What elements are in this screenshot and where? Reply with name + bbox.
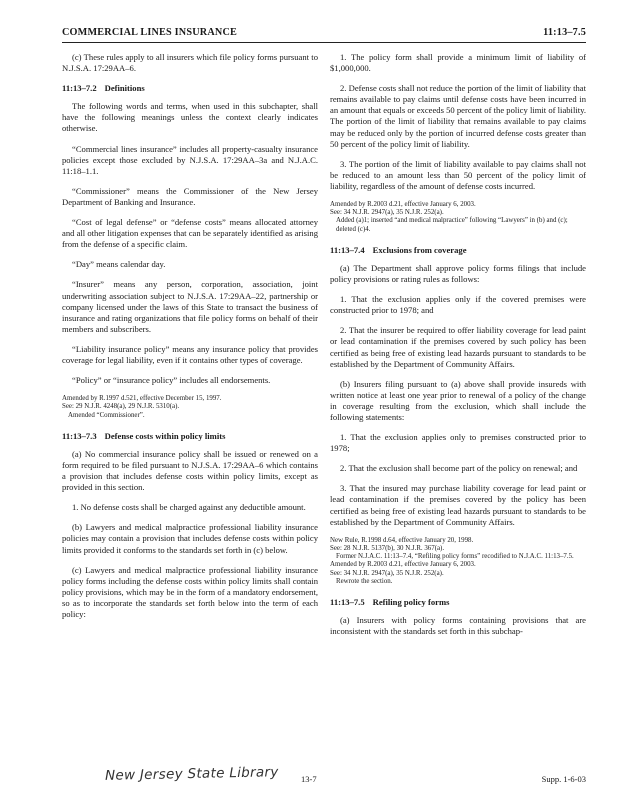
paragraph-7-5-a: (a) Insurers with policy forms containing provisions that are inconsistent with the standards set forth in this subchap- xyxy=(330,615,586,637)
section-heading-7-5: 11:13–7.5 Refiling policy forms xyxy=(330,596,450,607)
definition-item: “Liability insurance policy” means any insurance policy that provides coverage for legal liability, even if it contains other types of coverage. xyxy=(62,343,318,365)
definition-item: “Cost of legal defense” or “defense costs” means allocated attorney and all other litigation expenses that can be separately identified as arising from the defense of a specific claim. xyxy=(62,217,318,250)
header-rule xyxy=(62,42,586,43)
paragraph-7-3-a-1: 1. No defense costs shall be charged against any deductible amount. xyxy=(72,502,306,513)
paragraph-7-3-c-1: 1. The policy form shall provide a minimum limit of liability of $1,000,000. xyxy=(330,52,586,74)
library-stamp: New Jersey State Library xyxy=(104,764,279,784)
history-note-7-4: New Rule, R.1998 d.64, effective January 20, 1998. See: 28 N.J.R. 5137(b), 30 N.J.R. 367(a). Former N.J.A.C. 11:13–7.4, “Refiling policy forms” recodified to N.J.A.C. 11:13–7.5. Amended by R.2003 d.21, effective January 6, 2003. See: 34 N.J.R. 2947(a), 35 N.J.R. 252(a). Rewrote the section. xyxy=(330,536,574,585)
definition-item: “Policy” or “insurance policy” includes all endorsements. xyxy=(72,375,271,386)
paragraph-7-4-a-1: 1. That the exclusion applies only if the covered premises were constructed prior to 1978; and xyxy=(330,294,586,316)
paragraph-c: (c) These rules apply to all insurers which file policy forms pursuant to N.J.S.A. 17:29AA–6. xyxy=(62,52,318,74)
paragraph-7-3-c: (c) Lawyers and medical malpractice professional liability insurance policy forms including the defense costs within policy limits shall contain policy provisions, which may be in the form of a mandatory endorsement, so as to incorporate the standards set forth below into the term of each policy: xyxy=(62,564,318,619)
supplement-date: Supp. 1-6-03 xyxy=(541,774,586,784)
section-heading-7-3: 11:13–7.3 Defense costs within policy limits xyxy=(62,430,226,441)
running-header xyxy=(62,27,586,41)
header-title: COMMERCIAL LINES INSURANCE xyxy=(62,27,238,38)
paragraph-7-4-a: (a) The Department shall approve policy forms filings that include policy provisions or rating rules as follows: xyxy=(330,262,586,285)
paragraph-7-3-a: (a) No commercial insurance policy shall be issued or renewed on a form required to be filed pursuant to N.J.S.A. 17:29AA–6 which contains a provision that includes defense costs within policy limits, except as provided in this section. xyxy=(62,448,318,493)
paragraph-7-4-b-3: 3. That the insured may purchase liability coverage for lead paint or lead contamination if the premises covered by the policy has been certified as being free of existing lead hazards pursuant to standards to be established by the Department of Community Affairs. xyxy=(330,483,586,527)
definition-item: “Day” means calendar day. xyxy=(72,259,166,270)
right-column xyxy=(330,52,586,646)
definition-item: “Commissioner” means the Commissioner of the New Jersey Department of Banking and Insurance. xyxy=(62,185,318,207)
history-note-7-3: Amended by R.2003 d.21, effective January 6, 2003. See: 34 N.J.R. 2947(a), 35 N.J.R. 252(a). Added (a)1; inserted “and medical malpractice” following “Lawyers” in (b) and (c); deleted (c)4. xyxy=(330,201,568,233)
left-column xyxy=(62,52,318,629)
paragraph-7-4-b-2: 2. That the exclusion shall become part of the policy on renewal; and xyxy=(340,463,578,474)
paragraph-7-4-b: (b) Insurers filing pursuant to (a) above shall provide insureds with written notice at least one year prior to renewal of a policy of the change in coverage resulting from the exclusion, which shall include the following statements: xyxy=(330,378,586,422)
definition-item: “Insurer” means any person, corporation, association, joint underwriting association subject to N.J.S.A. 17:29AA–22, partnership or company licensed under the laws of this State to transact the business of insurance and rating organizations that file policy forms on behalf of their members and subscribers. xyxy=(62,279,318,334)
history-note-7-2: Amended by R.1997 d.521, effective December 15, 1997. See: 29 N.J.R. 4248(a), 29 N.J.R. 5310(a). Amended “Commissioner”. xyxy=(62,395,222,419)
definition-item: “Commercial lines insurance” includes all property-casualty insurance policies except those excluded by N.J.S.A. 17:29AA–3a and N.J.A.C. 11:18–1.1. xyxy=(62,143,318,176)
paragraph-7-3-c-2: 2. Defense costs shall not reduce the portion of the limit of liability that remains available to pay claims until defense costs have been incurred in an amount that equals or exceeds 50 percent of the policy limit of liability. The portion of the limit of liability that remains available to pay claims may be reduced only by the portion of incurred defense costs greater than 50 percent of the policy limit of liability. xyxy=(330,83,586,149)
section-heading-7-4: 11:13–7.4 Exclusions from coverage xyxy=(330,244,467,255)
paragraph-7-3-c-3: 3. The portion of the limit of liability available to pay claims shall not be reduced to an amount less than 50 percent of the policy limit of liability, regardless of the amount of defense costs incurred. xyxy=(330,158,586,191)
paragraph-7-4-a-2: 2. That the insurer be required to offer liability coverage for lead paint or lead contamination if the premises covered by such policy has been certified as being free of existing lead hazards pursuant to standards to be established by the Department of Community Affairs. xyxy=(330,325,586,369)
paragraph-7-4-b-1: 1. That the exclusion applies only to premises constructed prior to 1978; xyxy=(330,432,586,454)
header-section-number: 11:13–7.5 xyxy=(543,27,586,38)
page-number: 13-7 xyxy=(301,774,317,784)
paragraph-7-3-b: (b) Lawyers and medical malpractice professional liability insurance policies may contain a provision that includes defense costs within policy limits provided it conforms to the standards set forth in (c) below. xyxy=(62,522,318,555)
definitions-intro: The following words and terms, when used in this subchapter, shall have the following meanings unless the context clearly indicates otherwise. xyxy=(62,101,318,134)
section-heading-7-2: 11:13–7.2 Definitions xyxy=(62,83,145,94)
